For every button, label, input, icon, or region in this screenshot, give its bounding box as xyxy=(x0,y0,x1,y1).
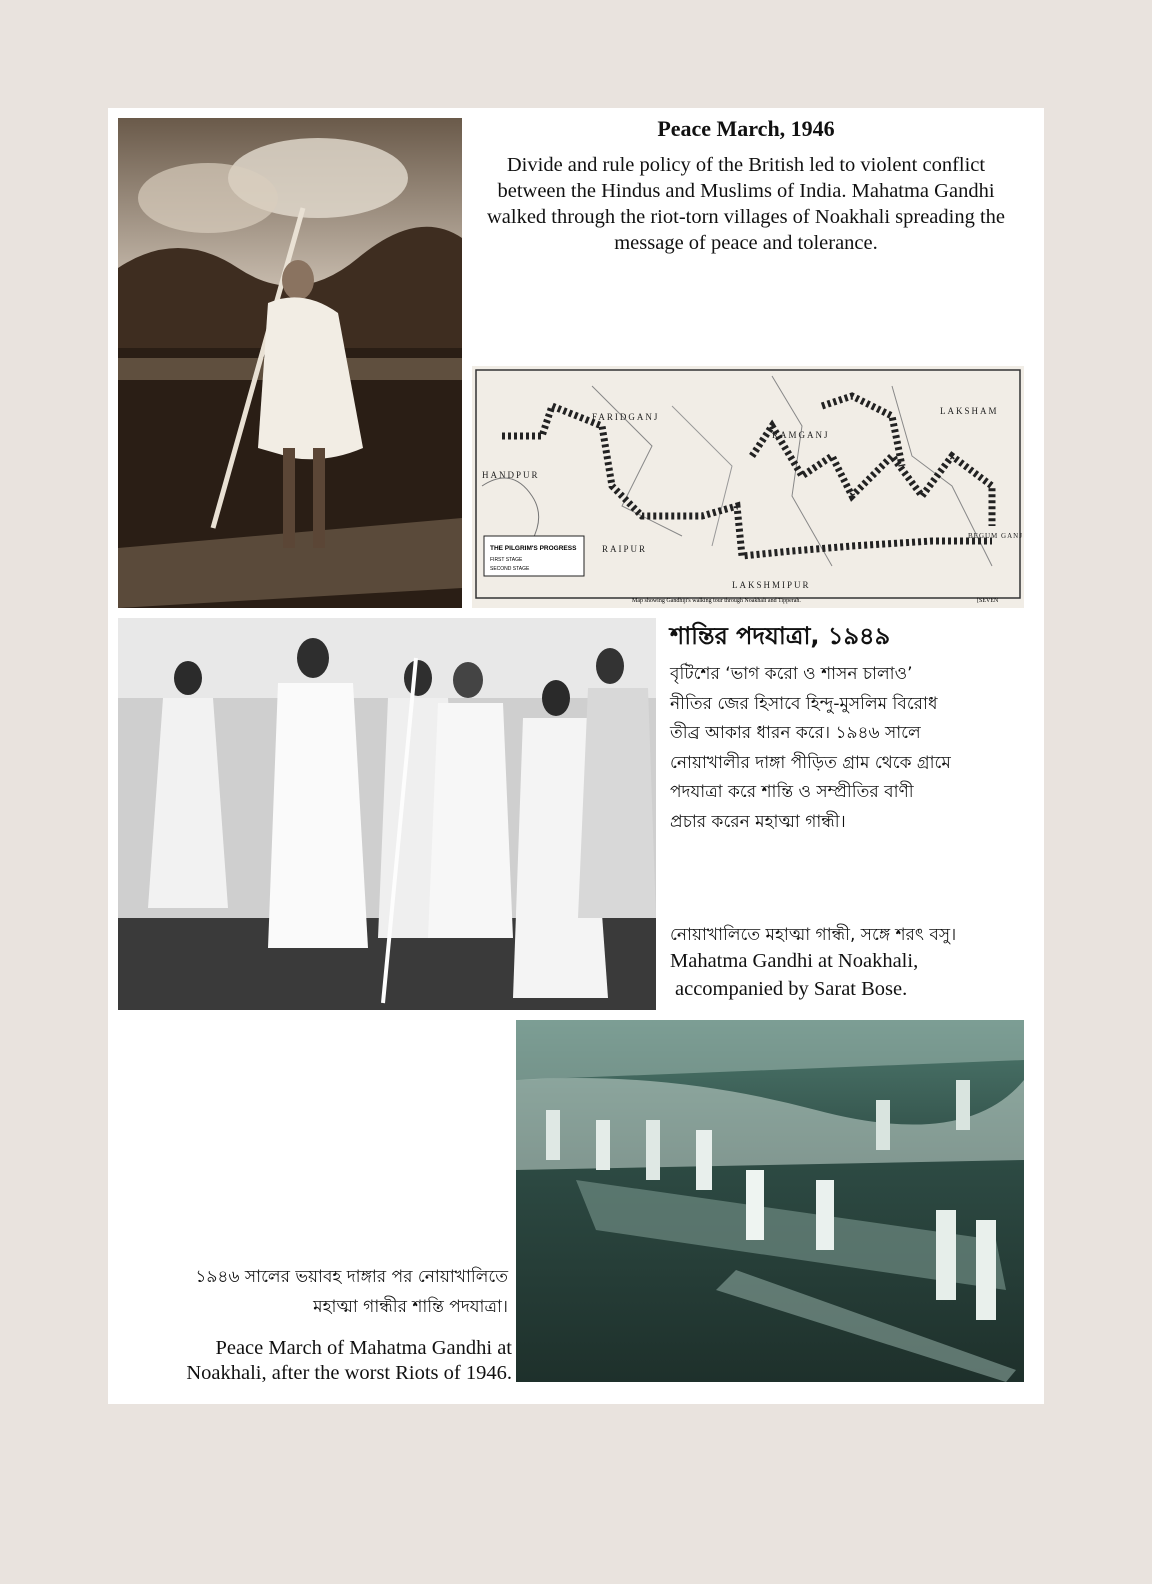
description-bn xyxy=(670,660,1030,837)
title-bn: শান্তির পদযাত্রা, ১৯৪৯ xyxy=(670,622,891,650)
caption-peace-march-en xyxy=(128,1336,512,1386)
description-bn-line: তীব্র আকার ধারন করে। ১৯৪৬ সালে xyxy=(670,723,921,743)
map-legend-first: FIRST STAGE xyxy=(490,557,523,563)
map-label-begumganj: BEGUM GANJ xyxy=(968,532,1023,540)
description-bn-line: বৃটিশের ‘ভাগ করো ও শাসন চালাও’ xyxy=(670,664,913,684)
map-label-lakshmipur: LAKSHMIPUR xyxy=(732,580,811,590)
description-bn-line: পদযাত্রা করে শান্তি ও সম্প্রীতির বাণী xyxy=(670,782,914,802)
peace-march-crowd-photo xyxy=(516,1020,1024,1382)
caption-sarat-bose-en-line1: Mahatma Gandhi at Noakhali, xyxy=(670,950,919,972)
map-legend-second: SECOND STAGE xyxy=(490,566,530,572)
caption-peace-march-bn xyxy=(128,1262,508,1322)
description-en: Divide and rule policy of the British led to violent conflict between the Hindus and Muslims of India. Mahatma Gandhi walked through the riot-torn villages of Noakhali spreading the message of peace and tolerance. xyxy=(486,154,1006,254)
map-label-faridganj: FARIDGANJ xyxy=(592,412,660,422)
map-label-ramganj: RAMGANJ xyxy=(772,430,830,440)
map-credit: [SEVEN xyxy=(977,598,999,604)
map-label-raipur: RAIPUR xyxy=(602,544,648,554)
title-en: Peace March, 1946 xyxy=(657,116,835,141)
caption-peace-march-bn-line2: মহাত্মা গান্ধীর শান্তি পদযাত্রা। xyxy=(313,1297,508,1317)
caption-peace-march-en-line1: Peace March of Mahatma Gandhi at xyxy=(215,1337,512,1359)
caption-peace-march-en-line2: Noakhali, after the worst Riots of 1946. xyxy=(186,1362,512,1384)
map-label-laksham: LAKSHAM xyxy=(940,406,999,416)
caption-peace-march-bn-line1: ১৯৪৬ সালের ভয়াবহ দাঙ্গার পর নোয়াখালিতে xyxy=(195,1267,508,1287)
map-caption: Map showing Gandhiji's walking tour through Noakhali and Tipperah. xyxy=(632,598,801,604)
map-legend-title: THE PILGRIM'S PROGRESS xyxy=(490,545,577,552)
description-bn-line: প্রচার করেন মহাত্মা গান্ধী। xyxy=(670,811,846,832)
caption-sarat-bose-en-line2: accompanied by Sarat Bose. xyxy=(675,978,908,1000)
description-bn-line: নীতির জের হিসাবে হিন্দু-মুসলিম বিরোধ xyxy=(670,693,938,714)
route-map xyxy=(472,366,1024,608)
description-bn-line: নোয়াখালীর দাঙ্গা পীড়িত গ্রাম থেকে গ্রামে xyxy=(670,752,951,773)
gandhi-walking-photo xyxy=(118,118,462,608)
gandhi-with-sarat-bose-photo xyxy=(118,618,656,1010)
map-label-handpur: HANDPUR xyxy=(482,470,540,480)
caption-sarat-bose-bn: নোয়াখালিতে মহাত্মা গান্ধী, সঙ্গে শরৎ বসু। xyxy=(670,925,957,945)
